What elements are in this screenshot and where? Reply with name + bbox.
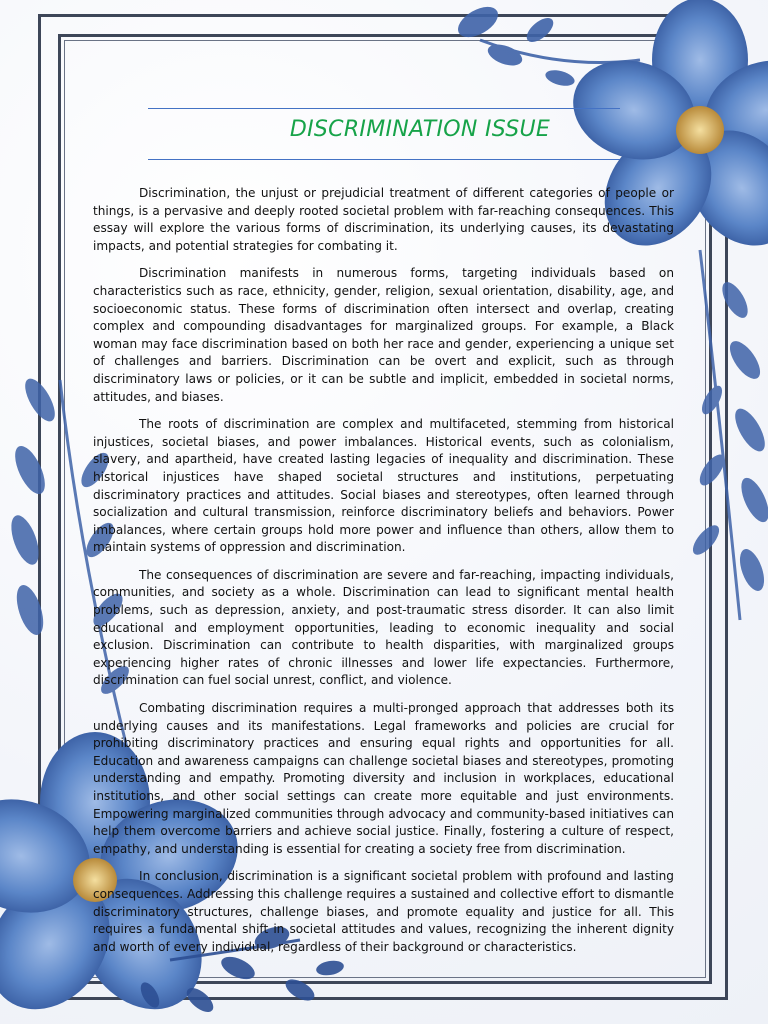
- right-leaf-vine: [688, 250, 768, 620]
- paragraph: Discrimination, the unjust or prejudicial treatment of different categories of people or things, is a pervasive and deeply rooted societal problem with far-reaching consequences. This essay will explore the various forms of discrimination, its underlying causes, its devastating impacts, and potential strategies for combating it.: [93, 186, 674, 253]
- title-rule-top: [148, 108, 620, 109]
- title-rule-bottom: [148, 159, 620, 160]
- paragraph: The consequences of discrimination are severe and far-reaching, impacting individuals, communities, and society as a whole. Discrimination can lead to significant mental health problems, such as depression, anxiety, and post-traumatic stress disorder. It can also limit educational and employment opportunities, leading to economic inequality and social exclusion. Discrimination can contribute to health disparities, with marginalized groups experiencing higher rates of chronic illnesses and lower life expectancies. Furthermore, discrimination can fuel social unrest, conflict, and violence.: [93, 567, 674, 688]
- paragraph: Discrimination manifests in numerous forms, targeting individuals based on characteristics such as race, ethnicity, gender, religion, sexual orientation, disability, age, and socioeconomic status. These forms of discrimination often intersect and overlap, creating complex and compounding disadvantages for marginalized groups. For example, a Black woman may face discrimination based on both her race and gender, experiencing a unique set of challenges and barriers. Discrimination can be overt and explicit, such as through discriminatory laws or policies, or it can be subtle and implicit, embedded in societal norms, attitudes, and biases.: [93, 266, 674, 404]
- paragraph: In conclusion, discrimination is a significant societal problem with profound and lasting consequences. Addressing this challenge requires a sustained and collective effort to dismantle discriminatory structures, challenge biases, and promote equality and justice for all. This requires a fundamental shift in societal attitudes and values, recognizing the inherent dignity and worth of every individual, regardless of their background or characteristics.: [93, 869, 674, 954]
- paragraph: Combating discrimination requires a multi-pronged approach that addresses both its underlying causes and its manifestations. Legal frameworks and policies are crucial for prohibiting discriminatory practices and ensuring equal rights and opportunities for all. Education and awareness campaigns can challenge societal biases and stereotypes, promoting understanding and empathy. Promoting diversity and inclusion in workplaces, educational institutions, and other social settings can create more equitable and just environments. Empowering marginalized communities through advocacy and community-based initiatives can help them overcome barriers and achieve social justice. Finally, fostering a culture of respect, empathy, and understanding is essential for creating a society free from discrimination.: [93, 701, 674, 856]
- document-title: DISCRIMINATION ISSUE: [289, 117, 551, 142]
- paragraph: The roots of discrimination are complex and multifaceted, stemming from historical injustices, societal biases, and power imbalances. Historical events, such as colonialism, slavery, and apartheid, have created lasting legacies of inequality and discrimination. These historical injustices have shaped societal structures and institutions, perpetuating discriminatory practices and attitudes. Social biases and stereotypes, often learned through socialization and cultural transmission, reinforce discriminatory beliefs and behaviors. Power imbalances, where certain groups hold more power and influence than others, allow them to maintain systems of oppression and discrimination.: [93, 417, 674, 555]
- essay-body: [93, 185, 674, 966]
